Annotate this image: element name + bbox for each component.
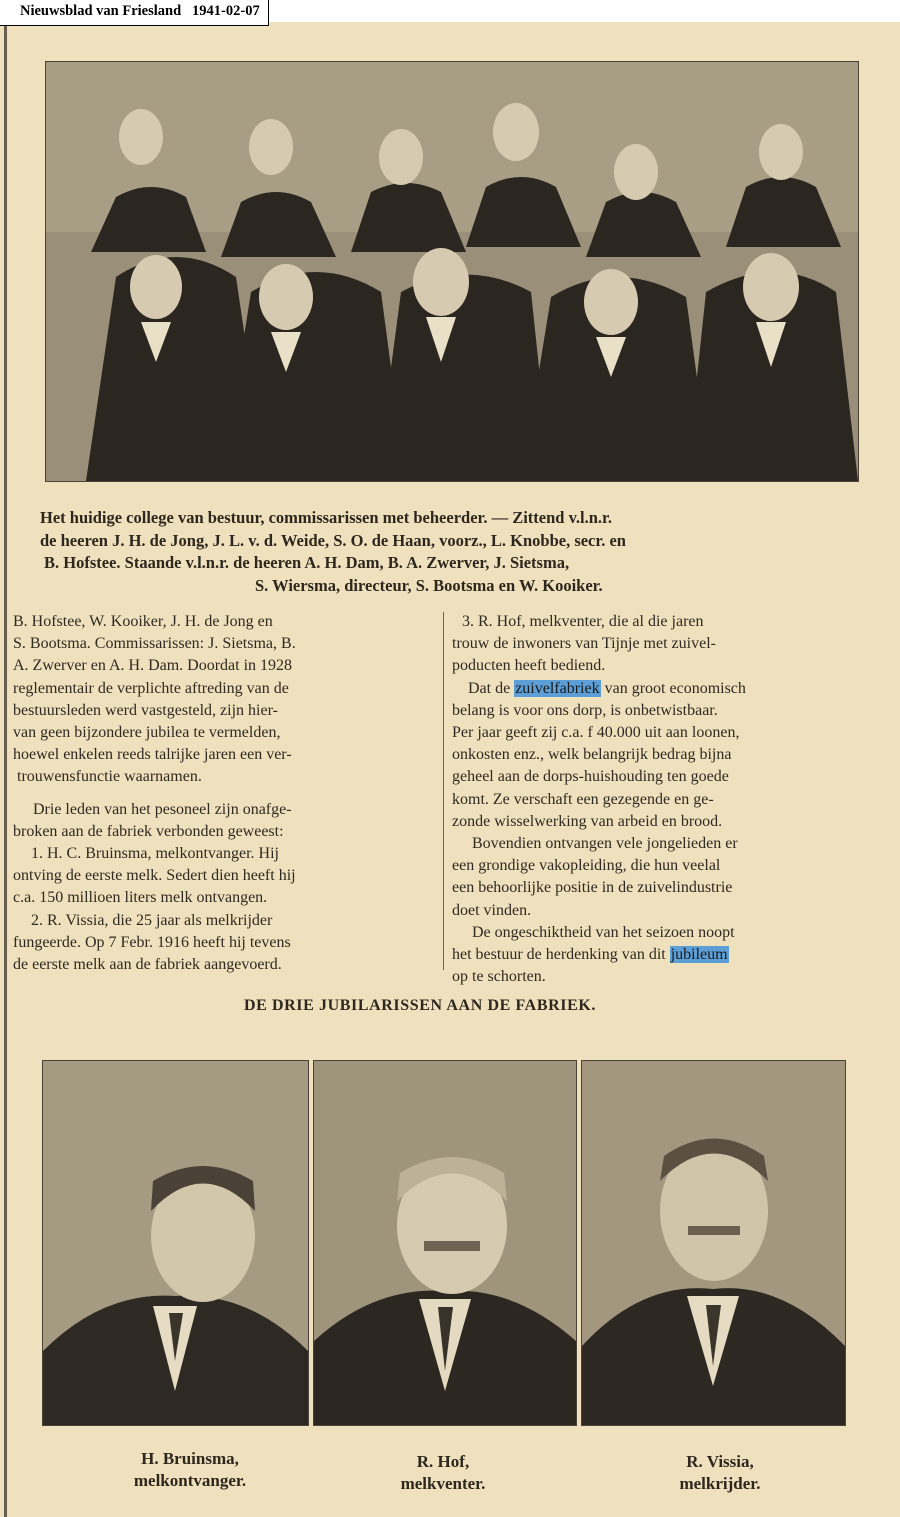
article-right-column	[452, 611, 892, 988]
portrait-icon	[582, 1061, 845, 1425]
text-line: De ongeschiktheid van het seizoen noopt	[472, 923, 735, 941]
text-line: A. Zwerver en A. H. Dam. Doordat in 1928	[13, 657, 293, 675]
masthead	[0, 0, 269, 26]
section-heading: DE DRIE JUBILARISSEN AAN DE FABRIEK.	[243, 997, 597, 1014]
portrait-icon	[314, 1061, 576, 1425]
text-line: 2. R. Vissia, die 25 jaar als melkrijder	[31, 911, 273, 929]
text-line: geheel aan de dorps-huishouding ten goede	[452, 768, 729, 786]
publication-date: 1941-02-07	[192, 3, 260, 19]
text-line: de eerste melk aan de fabriek aangevoerd.	[13, 956, 282, 974]
portrait-vissia	[581, 1060, 846, 1426]
text-line: een behoorlijke positie in de zuivelindustrie	[452, 879, 733, 897]
text-line: fungeerde. Op 7 Febr. 1916 heeft hij tevens	[13, 933, 291, 951]
newspaper-name: Nieuwsblad van Friesland	[20, 3, 182, 19]
text-line: trouw de inwoners van Tijnje met zuivel-	[452, 635, 716, 653]
text-line: hoewel enkelen reeds talrijke jaren een ver-	[13, 746, 292, 764]
text-line: onkosten enz., welk belangrijk bedrag bijna	[452, 746, 732, 764]
text-line: op te schorten.	[452, 968, 546, 986]
text-line	[452, 678, 892, 700]
text-line: belang is voor ons dorp, is onbetwistbaar.	[452, 701, 718, 719]
text-line: reglementair de verplichte aftreding van de	[13, 679, 289, 697]
text-line: broken aan de fabriek verbonden geweest:	[13, 822, 284, 840]
text-line: een grondige vakopleiding, die hun veelal	[452, 857, 721, 875]
text-fragment: van groot economisch	[600, 679, 746, 697]
caption-line: S. Wiersma, directeur, S. Bootsma en W. Kooiker.	[255, 575, 603, 595]
group-photo-icon	[46, 62, 858, 481]
portrait-caption-bruinsma	[90, 1448, 290, 1492]
text-line: S. Bootsma. Commissarissen: J. Sietsma, B.	[13, 635, 296, 653]
text-fragment: het bestuur de herdenking van dit	[452, 946, 670, 964]
portrait-name: H. Bruinsma,	[141, 1449, 239, 1468]
group-photo	[45, 61, 859, 482]
text-fragment: Dat de	[468, 679, 515, 697]
portrait-role: melkrijder.	[679, 1474, 761, 1493]
portrait-hof	[313, 1060, 577, 1426]
text-line: B. Hofstee, W. Kooiker, J. H. de Jong en	[13, 613, 273, 630]
page-edge-shadow	[4, 22, 7, 1517]
text-line: 1. H. C. Bruinsma, melkontvanger. Hij	[31, 845, 279, 863]
search-highlight-zuivelfabriek[interactable]: zuivelfabriek	[515, 679, 600, 697]
caption-line: B. Hofstee. Staande v.l.n.r. de heeren A. H. Dam, B. A. Zwerver, J. Sietsma,	[44, 553, 570, 572]
portrait-caption-vissia	[620, 1451, 820, 1495]
text-line: ontving de eerste melk. Sedert dien heeft hij	[13, 867, 296, 885]
portrait-role: melkontvanger.	[133, 1471, 247, 1490]
portrait-bruinsma	[42, 1060, 309, 1426]
caption-line: de heeren J. H. de Jong, J. L. v. d. Weide, S. O. de Haan, voorz., L. Knobbe, secr. en	[40, 530, 626, 550]
text-line: zonde wisselwerking van arbeid en brood.	[452, 812, 723, 830]
text-line: Drie leden van het pesoneel zijn onafge-	[33, 800, 292, 818]
group-photo-caption	[40, 507, 864, 597]
portrait-name: R. Vissia,	[686, 1452, 754, 1471]
article-left-column	[13, 611, 438, 976]
text-line: c.a. 150 millioen liters melk ontvangen.	[13, 889, 268, 907]
search-highlight-jubileum[interactable]: jubileum	[670, 946, 728, 964]
portrait-name: R. Hof,	[416, 1452, 470, 1471]
text-line: doet vinden.	[452, 901, 532, 919]
text-line: poducten heeft bediend.	[452, 657, 606, 675]
text-line	[452, 944, 892, 966]
portrait-icon	[43, 1061, 308, 1425]
text-line: van geen bijzondere jubilea te vermelden,	[13, 724, 281, 742]
text-line: Bovendien ontvangen vele jongelieden er	[472, 835, 738, 853]
text-line: komt. Ze verschaft een gezegende en ge-	[452, 790, 714, 808]
text-line: bestuursleden werd vastgesteld, zijn hier-	[13, 701, 278, 719]
text-line: Per jaar geeft zij c.a. f 40.000 uit aan loonen,	[452, 724, 740, 742]
caption-line: Het huidige college van bestuur, commissarissen met beheerder. — Zittend v.l.n.r.	[40, 508, 612, 527]
column-divider	[443, 612, 444, 970]
portrait-caption-hof	[343, 1451, 543, 1495]
portrait-role: melkventer.	[400, 1474, 486, 1493]
text-line: trouwensfunctie waarnamen.	[17, 768, 202, 786]
text-line: 3. R. Hof, melkventer, die al die jaren	[462, 613, 704, 630]
